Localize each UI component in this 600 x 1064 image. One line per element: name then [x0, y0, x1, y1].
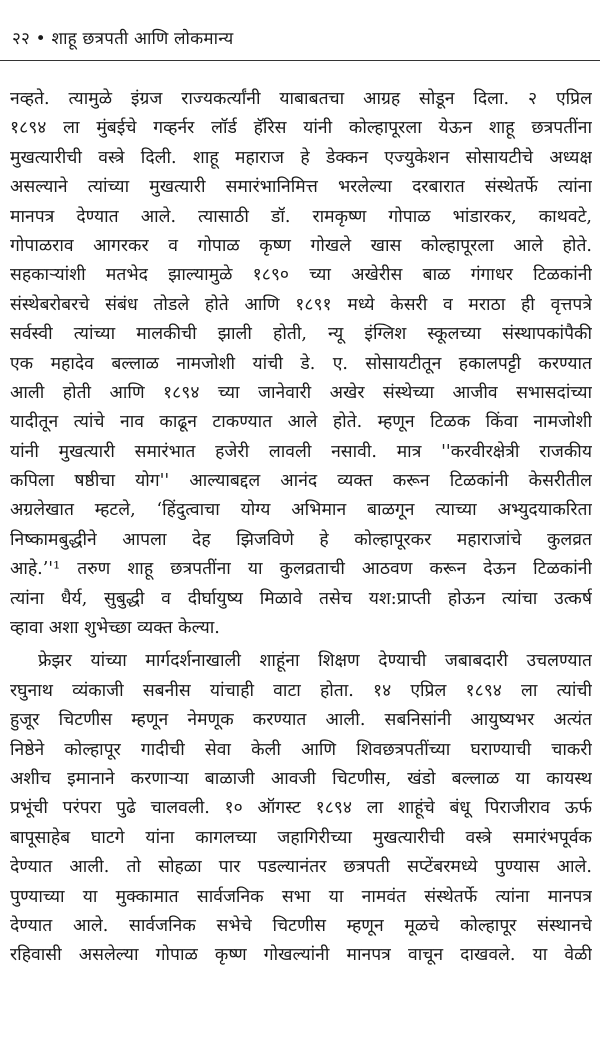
running-head: २२ • शाहू छत्रपती आणि लोकमान्य [12, 29, 234, 49]
text-line: १८९४ ला मुंबईचे गव्हर्नर लॉर्ड हॅरिस यांनी कोल्हापूरला येऊन शाहू छत्रपतींना [10, 118, 592, 139]
text-line: सहकाऱ्यांशी मतभेद झाल्यामुळे १८९० च्या अखेरीस बाळ गंगाधर टिळकांनी [10, 265, 592, 286]
paragraph [10, 85, 592, 643]
text-line: एक महादेव बल्लाळ नामजोशी यांची डे. ए. सोसायटीतून हकालपट्टी करण्यात [10, 353, 592, 374]
text-line: त्यांना धैर्य, सुबुद्धी व दीर्घायुष्य मिळावे तसेच यश:प्राप्ती होऊन त्यांचा उत्कर्ष [10, 588, 592, 609]
text-line: संस्थेबरोबरचे संबंध तोडले होते आणि १८९१ मध्ये केसरी व मराठा ही वृत्तपत्रे [10, 294, 592, 315]
text-line: फ्रेझर यांच्या मार्गदर्शनाखाली शाहूंना शिक्षण देण्याची जबाबदारी उचलण्यात [38, 651, 592, 672]
text-line: गोपाळराव आगरकर व गोपाळ कृष्ण गोखले खास कोल्हापूरला आले होते. [10, 235, 592, 256]
text-line: मुखत्यारीची वस्त्रे दिली. शाहू महाराज हे डेक्कन एज्युकेशन सोसायटीचे अध्यक्ष [10, 147, 592, 168]
text-line: आहे.’'¹ तरुण शाहू छत्रपतींना या कुलव्रताची आठवण करून देऊन टिळकांनी [10, 559, 592, 580]
text-line: प्रभूंची परंपरा पुढे चालवली. १० ऑगस्ट १८९४ ला शाहूंचे बंधू पिराजीराव ऊर्फ [10, 798, 592, 819]
text-line: व्हावा अशा शुभेच्छा व्यक्त केल्या. [10, 618, 220, 639]
text-line: रहिवासी असलेल्या गोपाळ कृष्ण गोखल्यांनी मानपत्र वाचून दाखवले. या वेळी [10, 945, 592, 966]
text-line: देण्यात आली. तो सोहळा पार पडल्यानंतर छत्रपती सप्टेंबरमध्ये पुण्यास आले. [10, 857, 592, 878]
text-line: निष्ठेने कोल्हापूर गादीची सेवा केली आणि शिवछत्रपतींच्या घराण्याची चाकरी [10, 739, 592, 760]
text-line: असल्याने त्यांच्या मुखत्यारी समारंभानिमित्त भरलेल्या दरबारात संस्थेतर्फे त्यांना [10, 177, 592, 198]
text-line: पुण्याच्या या मुक्कामात सार्वजनिक सभा या नामवंत संस्थेतर्फे त्यांना मानपत्र [10, 886, 592, 907]
text-line: कपिला षष्ठीचा योग'' आल्याबद्दल आनंद व्यक्त करून टिळकांनी केसरीतील [10, 471, 592, 492]
text-line: आली होती आणि १८९४ च्या जानेवारी अखेर संस्थेच्या आजीव सभासदांच्या [10, 382, 592, 403]
text-line: अग्रलेखात म्हटले, ‘हिंदुत्वाचा योग्य अभिमान बाळगून त्याच्या अभ्युदयाकरिता [10, 500, 592, 521]
paragraph [10, 647, 592, 970]
text-line: रघुनाथ व्यंकाजी सबनीस यांचाही वाटा होता. १४ एप्रिल १८९४ ला त्यांची [10, 680, 592, 701]
text-line: देण्यात आले. सार्वजनिक सभेचे चिटणीस म्हणून मूळचे कोल्हापूर संस्थानचे [10, 915, 592, 936]
header-rule [0, 60, 600, 61]
body-text [10, 85, 592, 971]
text-line: नव्हते. त्यामुळे इंग्रज राज्यकर्त्यांनी याबाबतचा आग्रह सोडून दिला. २ एप्रिल [10, 89, 592, 109]
text-line: हुजूर चिटणीस म्हणून नेमणूक करण्यात आली. सबनिसांनी आयुष्यभर अत्यंत [10, 710, 592, 731]
text-line: यांनी मुखत्यारी समारंभात हजेरी लावली नसावी. मात्र ''करवीरक्षेत्री राजकीय [10, 441, 592, 462]
text-line: अशीच इमानाने करणाऱ्या बाळाजी आवजी चिटणीस, खंडो बल्लाळ या कायस्थ [10, 768, 592, 789]
text-line: यादीतून त्यांचे नाव काढून टाकण्यात आले होते. म्हणून टिळक किंवा नामजोशी [10, 412, 592, 433]
text-line: मानपत्र देण्यात आले. त्यासाठी डॉ. रामकृष्ण गोपाळ भांडारकर, काथवटे, [10, 206, 592, 227]
text-line: बापूसाहेब घाटगे यांना कागलच्या जहागिरीच्या मुखत्यारीची वस्त्रे समारंभपूर्वक [10, 827, 592, 848]
text-line: निष्कामबुद्धीने आपला देह झिजविणे हे कोल्हापूरकर महाराजांचे कुलव्रत [10, 529, 592, 550]
text-line: सर्वस्वी त्यांच्या मालकीची झाली होती, न्यू इंग्लिश स्कूलच्या संस्थापकांपैकी [10, 324, 592, 345]
